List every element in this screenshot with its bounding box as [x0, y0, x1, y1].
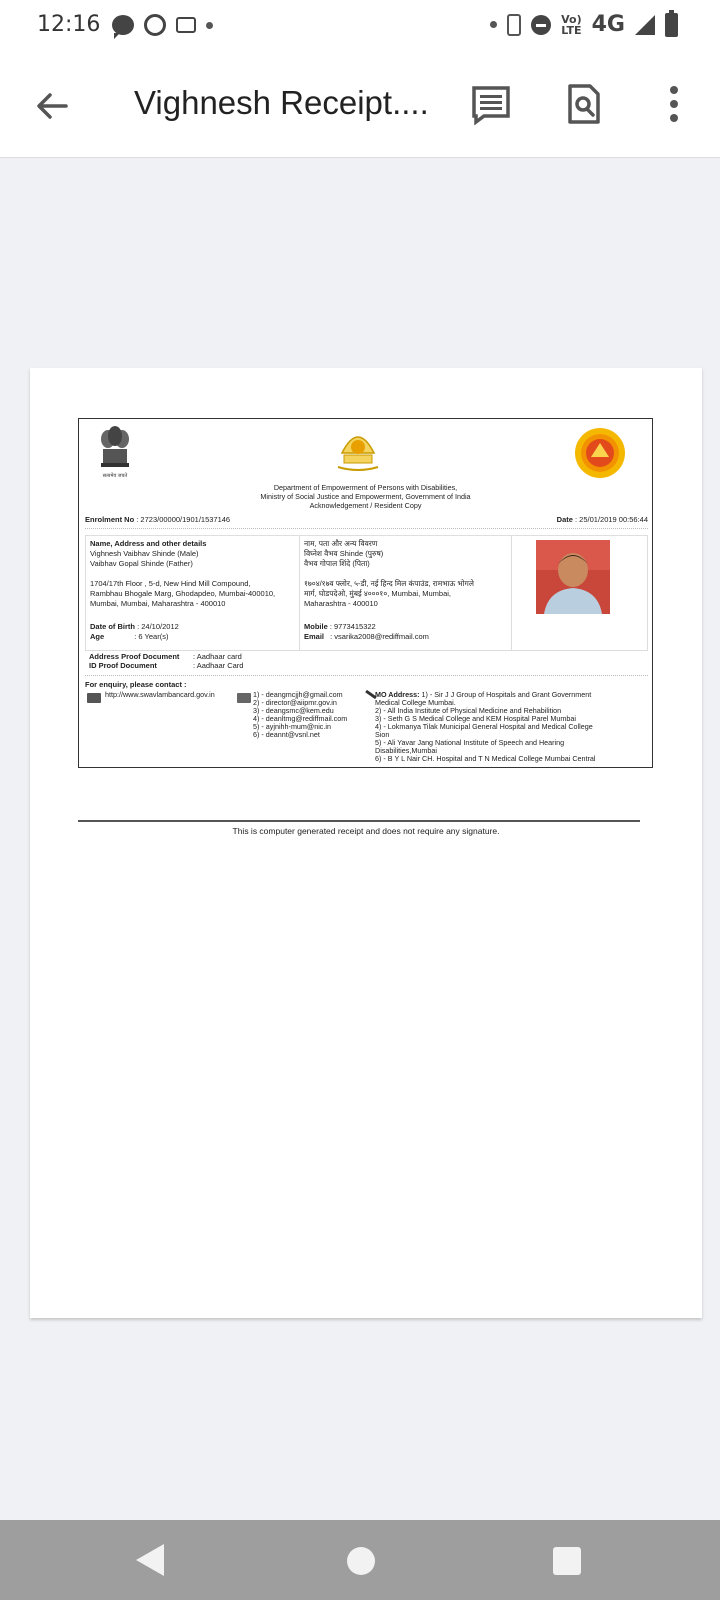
hindi-details: नाम, पता और अन्य विवरण विघ्नेश वैभव Shinde (पुरुष) वैभव गोपाल शिंदे (पिता) १७०४/१७व फ्लोर, ५-डी, नई हिन्द मिल कंपाउंड, रामभाऊ भोगले मार्ग, घोडपदेओ, मुंबई ४०००१०, Mumbai, Mumbai, Maharashtra - 400010 Mobile : 9773415322 Email : vsarika2008@rediffmail.com: [300, 536, 512, 650]
svg-text:सत्यमेव जयते: सत्यमेव जयते: [102, 473, 128, 479]
enrolment-row: Enrolment No : 2723/00000/1901/1537146 Date : 25/01/2019 00:56:44: [85, 515, 648, 529]
email-list: 1) - deangmcjjh@gmail.com 2) - director@aiipmr.gov.in 3) - deangsmc@kem.edu 4) - deanltmg@rediffmail.com 5) - ayjnihh-mum@nic.in 6) - deannt@vsnl.net: [253, 690, 348, 739]
applicant-photo: [536, 540, 610, 614]
nav-home-icon[interactable]: [347, 1547, 375, 1575]
whatsapp-icon: [144, 14, 166, 36]
maharashtra-emblem-icon: [332, 425, 384, 473]
state-seal-icon: [574, 427, 626, 479]
website-link[interactable]: http://www.swavlambancard.gov.in: [105, 690, 215, 699]
video-call-icon: [176, 17, 196, 33]
details-table: [85, 535, 648, 651]
nav-back-icon[interactable]: [136, 1544, 164, 1576]
do-not-disturb-icon: [531, 15, 551, 35]
status-system-icons: [490, 12, 678, 37]
national-emblem-icon: [97, 425, 133, 481]
notification-dot-icon: [490, 21, 497, 28]
vibrate-icon: [507, 14, 521, 36]
footer-divider: [78, 820, 640, 822]
email-icon: [237, 693, 251, 703]
enquiry-heading: For enquiry, please contact :: [85, 675, 648, 689]
proof-documents: Address Proof Document : Aadhaar card ID Proof Document : Aadhaar Card: [89, 652, 244, 670]
status-time: 12:16: [37, 12, 101, 37]
more-vert-icon[interactable]: [652, 82, 696, 126]
status-notification-icons: [112, 14, 213, 36]
footer-note: This is computer generated receipt and does not require any signature.: [232, 826, 500, 836]
mo-address-list: MO Address: 1) - Sir J J Group of Hospitals and Grant Government Medical College Mumbai. 2) - All India Institute of Physical Medicine and Rehabilition 3) - Seth G S Medical College and KEM Hospital Parel Mumbai 4) - Lokmanya Tilak Municipal General Hospital and Medical College Sion 5) - Ali Yavar Jang National Institute of Speech and Hearing Disabilities,Mumbai 6) - B Y L Nair CH. Hospital and T N Medical College Mumbai Central: [375, 690, 596, 763]
nav-recents-icon[interactable]: [553, 1547, 581, 1575]
department-header: Department of Empowerment of Persons with Disabilities, Ministry of Social Justice and Empowerment, Government of India Acknowledgement / Resident Copy: [260, 483, 471, 510]
find-in-page-icon[interactable]: [562, 82, 606, 126]
status-bar: [0, 0, 720, 54]
volte-icon: Vo) LTE: [561, 12, 582, 37]
document-title: Vighnesh Receipt....: [134, 84, 429, 121]
photo-cell: [512, 536, 647, 650]
network-type: 4G: [591, 12, 625, 37]
website-icon: [87, 693, 101, 703]
more-notifications-icon: [206, 22, 213, 29]
app-bar: [0, 54, 720, 158]
battery-icon: [665, 13, 678, 37]
message-icon: [112, 15, 134, 35]
system-nav-bar: [0, 1520, 720, 1600]
arrow-left-icon[interactable]: [30, 84, 74, 128]
signal-icon: [635, 15, 655, 35]
english-details: Name, Address and other details Vighnesh Vaibhav Shinde (Male) Vaibhav Gopal Shinde (Father) 1704/17th Floor , 5-d, New Hind Mill Compound, Rambhau Bhogale Marg, Ghodapdeo, Mumbai-400010, Mumbai, Mumbai, Maharashtra - 400010 Date of Birth : 24/10/2012 Age : 6 Year(s): [86, 536, 300, 650]
document-page[interactable]: [30, 368, 702, 1318]
receipt: [78, 418, 653, 768]
comment-icon[interactable]: [470, 82, 514, 126]
